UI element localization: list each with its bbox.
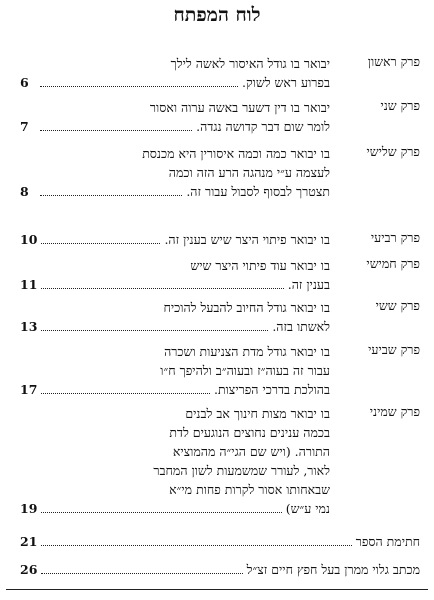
bottom-rule [6,589,428,590]
entry-line: מכתב גלוי ממרן בעל חפץ חיים זצ״ל [246,562,420,577]
entry-line: תצטרך לבסוף לסבול עבור זה. [186,184,330,199]
page-title: לוח המפתח [173,4,261,26]
chapter-label: פרק שלישי [366,144,420,159]
dot-leader [41,512,281,513]
entry-line: לומר שום דבר קדושה נגדה. [196,119,330,134]
page-number: 26 [20,562,38,577]
entry-line: בהולכת בדרכי הפריצות. [213,382,330,397]
chapter-label: פרק שביעי [368,342,420,357]
chapter-label: פרק רביעי [370,230,420,245]
chapter-label: פרק שמיני [369,404,420,419]
dot-leader [40,86,238,87]
entry-line: בו יבואר עוד פיתוי היצר שיש [190,258,330,273]
entry-line: בו יבואר גודל מדת הצניעות ושכרה [164,344,330,359]
chapter-label: פרק ראשון [367,54,420,69]
page-number: 21 [20,534,38,549]
page-number: 17 [20,382,38,397]
page-number: 10 [20,232,38,247]
entry-line: לאור, לעורר שמשמעות לשון המחבר [153,463,330,478]
chapter-label: פרק שני [380,98,420,113]
entry-line: נמי ע״ש) [285,501,330,516]
page-number: 6 [20,75,29,90]
dot-leader [41,545,351,546]
page-number: 11 [20,277,38,292]
entry-line: בכמה ענינים נחוצים הנוגעים לדת [169,425,330,440]
dot-leader [41,330,268,331]
entry-line: בו יבואר מצות חינוך אב לבנים [185,406,330,421]
entry-line: חתימת הספר [355,534,420,549]
page-number: 8 [20,184,29,199]
page-number: 7 [20,119,29,134]
entry-line: בפרוע ראש לשוק. [242,75,330,90]
entry-line: יבואר בו דין דשער באשה ערוה ואסור [149,100,330,115]
entry-line: בענין זה. [287,277,330,292]
page-number: 13 [20,319,38,334]
dot-leader [40,195,182,196]
entry-line: התורה. (ויש שם הגי״ה מהמוציא [172,444,330,459]
dot-leader [41,573,242,574]
entry-line: לאשתו בזה. [272,319,330,334]
chapter-label: פרק ששי [375,298,420,313]
dot-leader [41,288,283,289]
entry-line: שבאחותו אסור לקרות פחות מי״א [169,482,330,497]
entry-line: לעצמה ע״י מנהגה הרע הזה וכמה [168,165,330,180]
dot-leader [41,243,160,244]
dot-leader [41,393,210,394]
entry-line: עבור זה בעוה״ז ובעוה״ב ולהיפך ח״ו [160,363,330,378]
dot-leader [40,130,192,131]
entry-line: בו יבואר פיתוי היצר שיש בענין זה. [164,232,330,247]
page-number: 19 [20,501,38,516]
entry-line: בו יבואר גודל החיוב להבעל להוכיח [163,300,330,315]
chapter-label: פרק חמישי [366,256,420,271]
entry-line: בו יבואר כמה וכמה איסורין היא מכנסת [142,146,330,161]
entry-line: יבואר בו גודל האיסור לאשה לילך [170,56,330,71]
